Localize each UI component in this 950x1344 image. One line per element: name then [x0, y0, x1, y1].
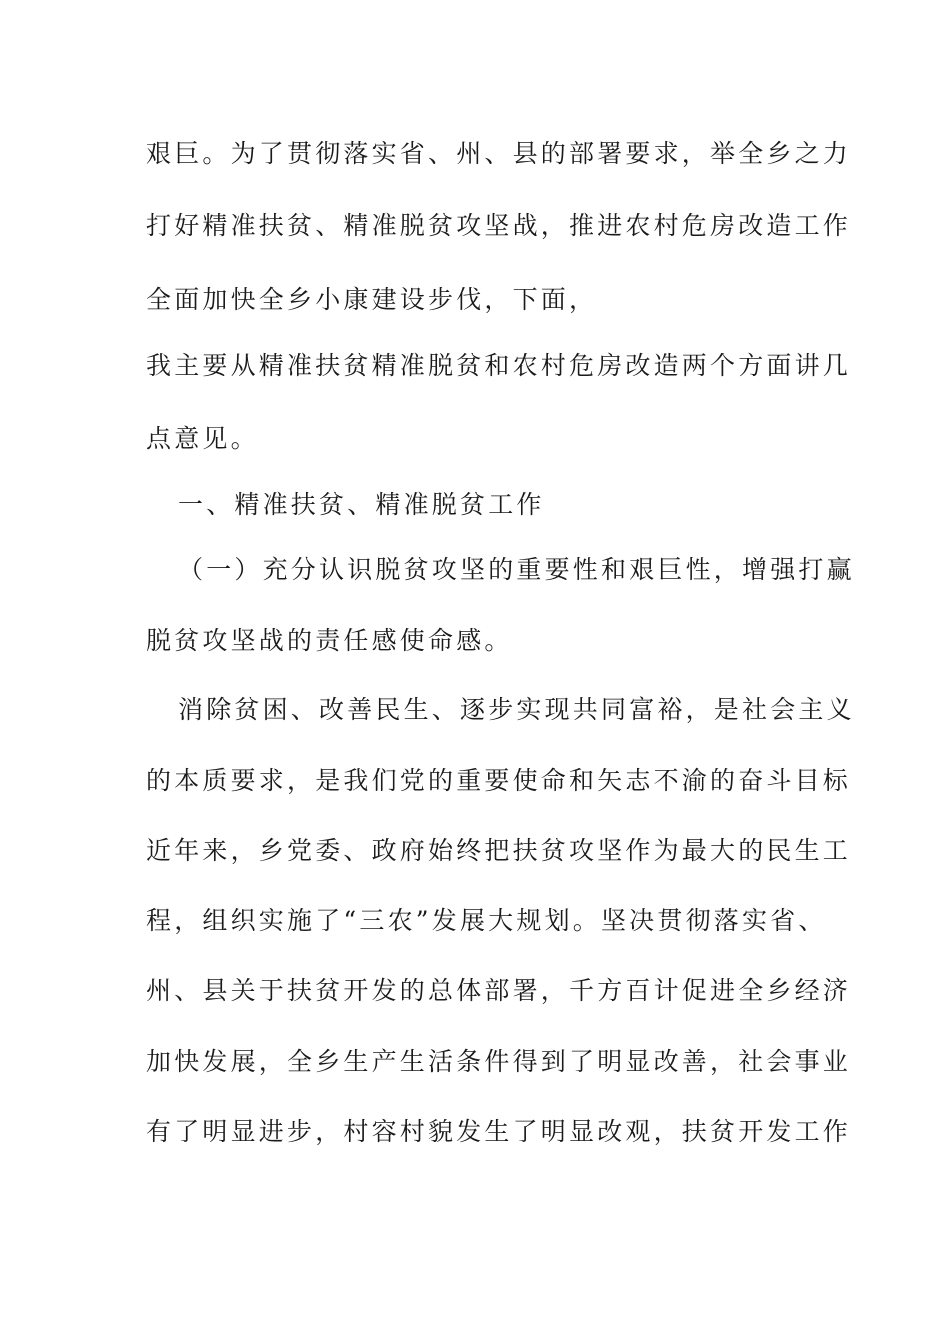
paragraph-line: 近年来，乡党委、政府始终把扶贫攻坚作为最大的民生工 [146, 836, 852, 865]
paragraph-line: 有了明显进步，村容村貌发生了明显改观，扶贫开发工作 [146, 1117, 852, 1146]
section-heading: 一、精准扶贫、精准脱贫工作 [178, 490, 545, 519]
paragraph-line: 程，组织实施了“三农”发展大规划。坚决贯彻落实省、 [146, 906, 827, 935]
text-line: 全面加快全乡小康建设步伐，下面， [146, 285, 598, 314]
paragraph-line: 加快发展，全乡生产生活条件得到了明显改善，社会事业 [146, 1047, 852, 1076]
paragraph-line: 的本质要求，是我们党的重要使命和矢志不渝的奋斗目标 [146, 766, 852, 795]
text-line: 艰巨。为了贯彻落实省、州、县的部署要求，举全乡之力 [146, 139, 852, 168]
text-line: 点意见。 [146, 424, 259, 453]
text-line: 我主要从精准扶贫精准脱贫和农村危房改造两个方面讲几 [146, 351, 852, 380]
subsection-heading-continuation: 脱贫攻坚战的责任感使命感。 [146, 626, 513, 655]
text-line: 打好精准扶贫、精准脱贫攻坚战，推进农村危房改造工作 [146, 211, 852, 240]
subsection-heading: （一）充分认识脱贫攻坚的重要性和艰巨性，增强打赢 [178, 555, 855, 584]
paragraph-line: 消除贫困、改善民生、逐步实现共同富裕，是社会主义 [178, 695, 855, 724]
paragraph-line: 州、县关于扶贫开发的总体部署，千方百计促进全乡经济 [146, 976, 852, 1005]
